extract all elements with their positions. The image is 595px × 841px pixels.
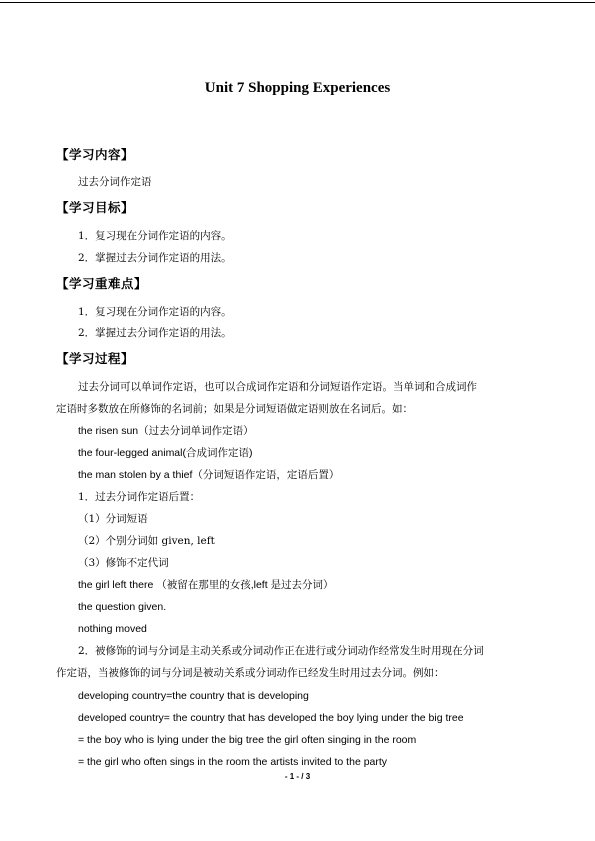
learning-content-text: 过去分词作定语 bbox=[78, 176, 152, 188]
example-question-given: the question given. bbox=[78, 601, 167, 613]
point-2-line-2: 作定语，当被修饰的词与分词是被动关系或分词动作已经发生时用过去分词。例如： bbox=[56, 667, 445, 679]
example-boy-lying: = the boy who is lying under the big tree the girl often singing in the room bbox=[78, 734, 417, 746]
page-title: Unit 7 Shopping Experiences bbox=[204, 80, 391, 96]
key-point-2: 2．掌握过去分词作定语的用法。 bbox=[78, 327, 232, 339]
heading-key-points: 【学习重难点】 bbox=[56, 276, 148, 291]
example-risen-sun: the risen sun（过去分词单词作定语） bbox=[78, 425, 254, 437]
example-developing: developing country=the country that is developing bbox=[78, 690, 309, 702]
example-four-legged: the four-legged animal(合成词作定语) bbox=[78, 447, 253, 459]
subpoint-2: （2）个别分词如 given, left bbox=[78, 535, 215, 547]
page-number: - 1 - / 3 bbox=[284, 772, 311, 781]
heading-learning-goals: 【学习目标】 bbox=[56, 200, 135, 215]
goal-item-2: 2．掌握过去分词作定语的用法。 bbox=[78, 252, 232, 264]
example-girl-singing: = the girl who often sings in the room the artists invited to the party bbox=[78, 756, 388, 768]
intro-line-1: 过去分词可以单词作定语，也可以合成词作定语和分词短语作定语。当单词和合成词作 bbox=[78, 381, 477, 393]
point-2-line-1: 2．被修饰的词与分词是主动关系或分词动作正在进行或分词动作经常发生时用现在分词 bbox=[78, 645, 484, 657]
point-1: 1．过去分词作定语后置： bbox=[78, 491, 201, 503]
heading-learning-process: 【学习过程】 bbox=[56, 351, 135, 366]
subpoint-1: （1）分词短语 bbox=[78, 513, 148, 525]
goal-item-1: 1．复习现在分词作定语的内容。 bbox=[78, 230, 232, 242]
example-nothing-moved: nothing moved bbox=[78, 623, 147, 635]
subpoint-3: （3）修饰不定代词 bbox=[78, 557, 169, 569]
example-man-stolen: the man stolen by a thief（分词短语作定语，定语后置） bbox=[78, 469, 340, 481]
intro-line-2: 定语时多数放在所修饰的名词前；如果是分词短语做定语则放在名词后。如： bbox=[56, 403, 413, 415]
key-point-1: 1．复习现在分词作定语的内容。 bbox=[78, 306, 232, 318]
example-girl-left: the girl left there （被留在那里的女孩,left 是过去分词） bbox=[78, 579, 334, 591]
header-rule bbox=[0, 2, 595, 3]
example-developed: developed country= the country that has developed the boy lying under the big tree bbox=[78, 712, 464, 724]
heading-learning-content: 【学习内容】 bbox=[56, 147, 135, 162]
